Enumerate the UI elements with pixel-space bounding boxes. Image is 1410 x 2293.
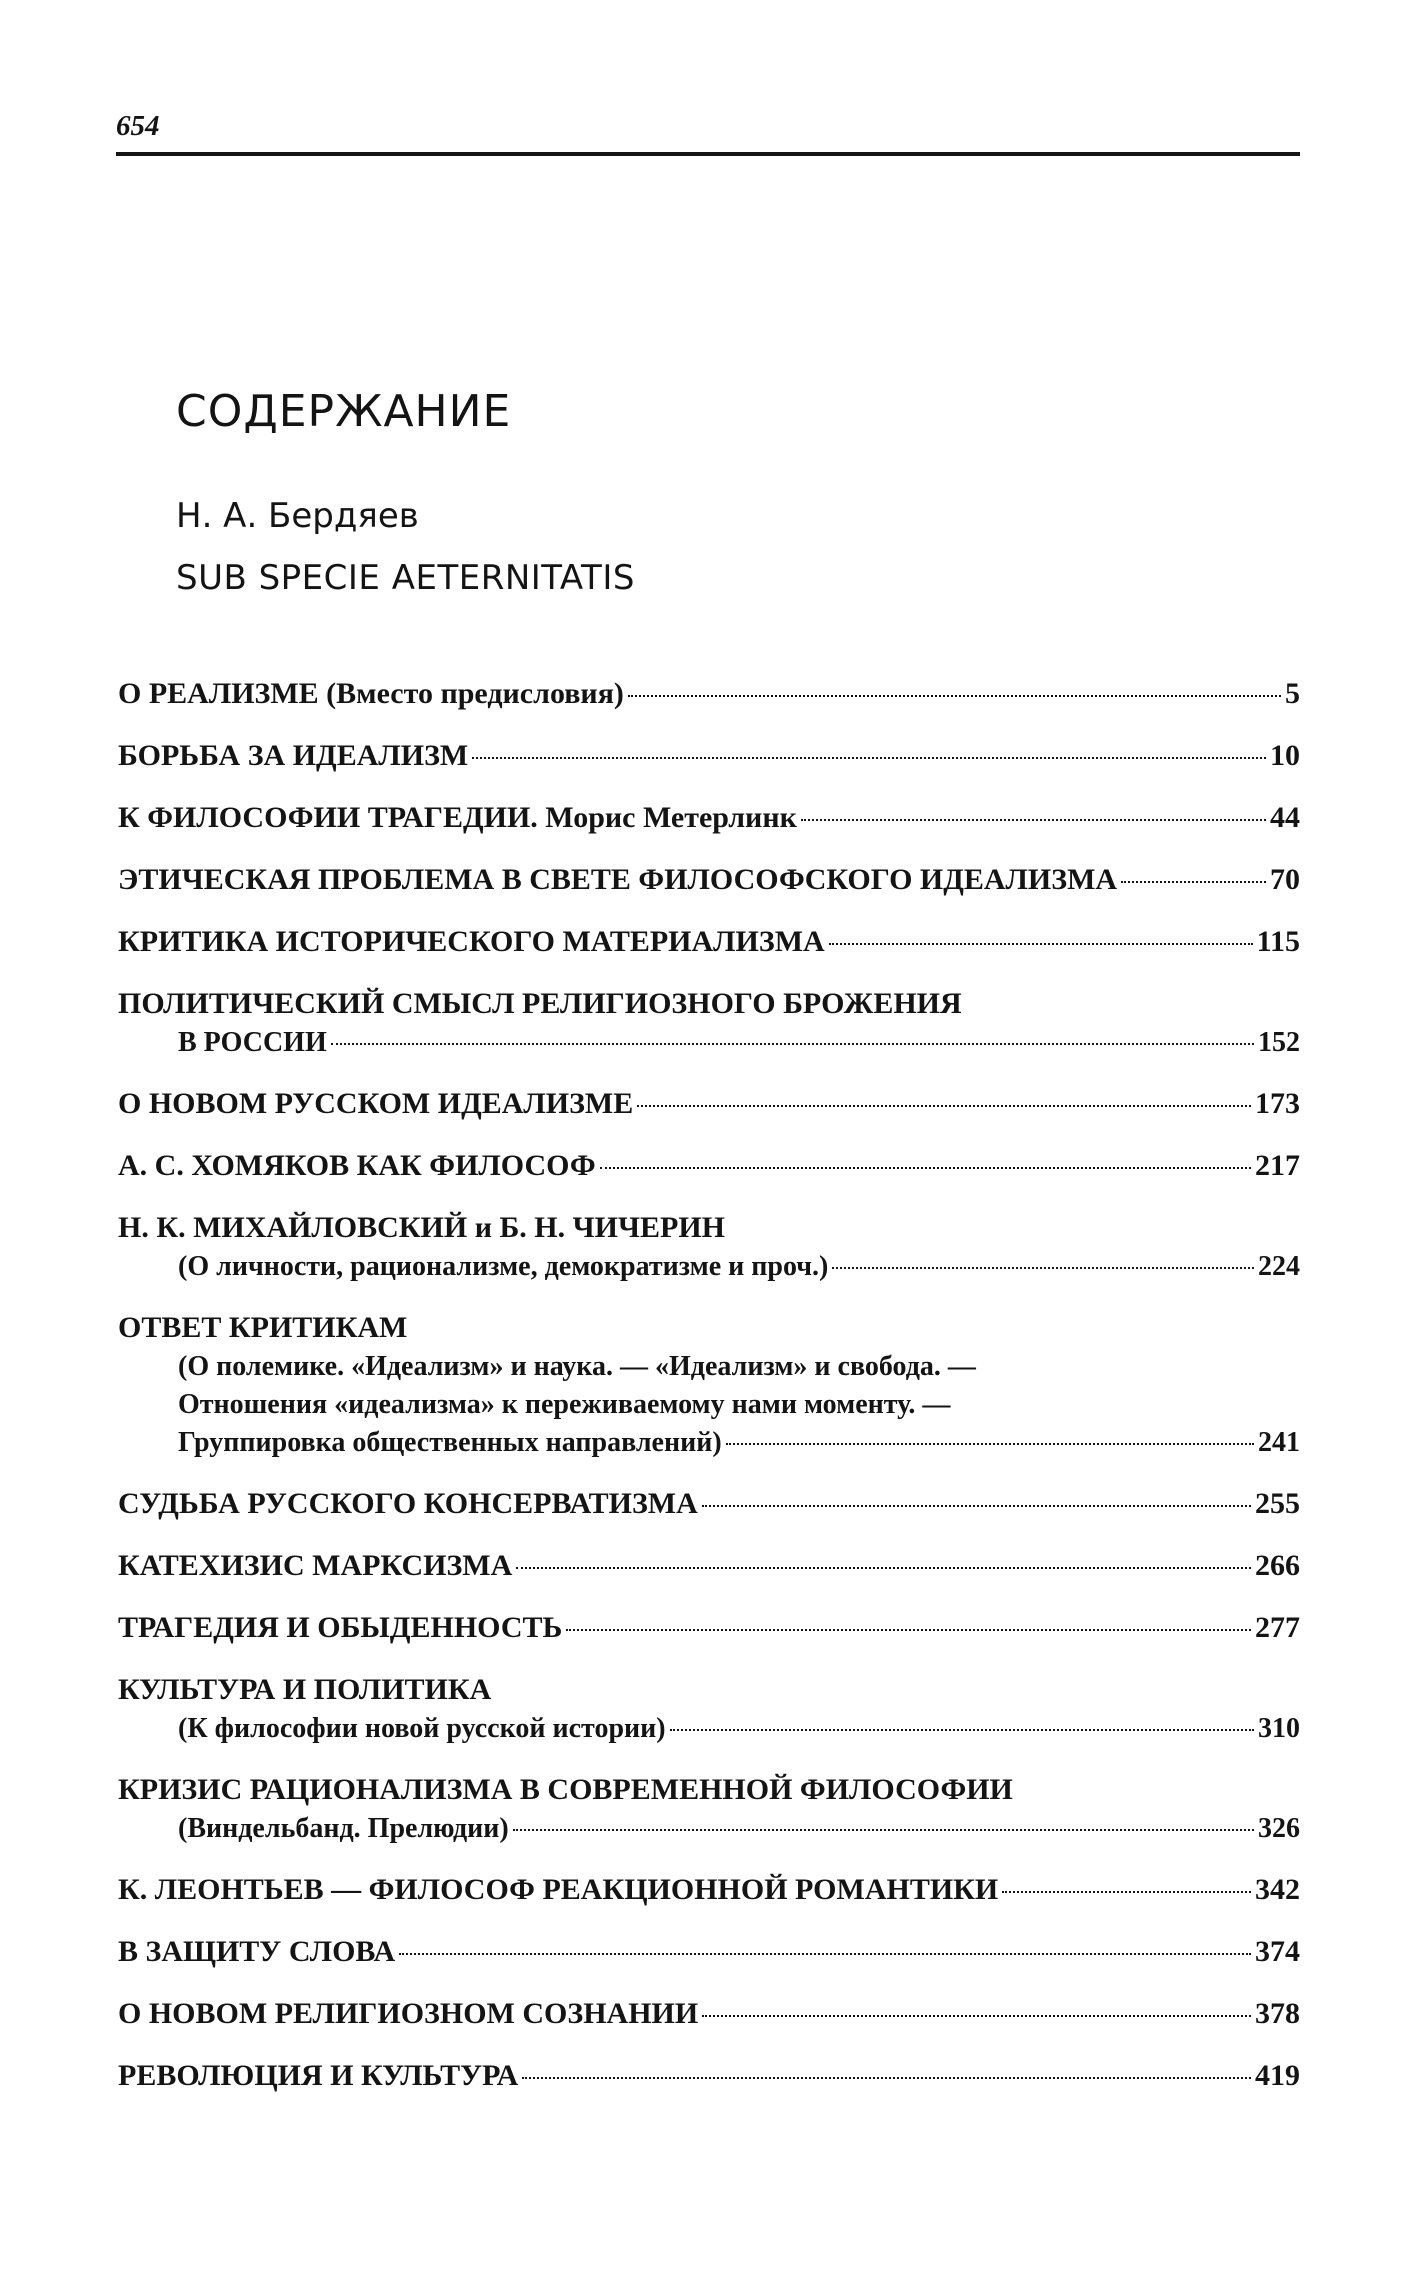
toc-entry <box>118 1546 1300 1586</box>
toc-entry <box>118 674 1300 714</box>
toc-entry <box>118 1084 1300 1124</box>
toc-entry <box>118 1870 1300 1910</box>
page-number: 654 <box>116 110 160 142</box>
toc-entry-title: СУДЬБА РУССКОГО КОНСЕРВАТИЗМА <box>118 1487 698 1520</box>
toc-page-number: 310 <box>1258 1713 1300 1744</box>
dot-leader <box>513 1829 1254 1831</box>
toc-entry-title-line <box>118 1608 1300 1648</box>
toc-page-number: 5 <box>1285 677 1300 710</box>
toc-entry-continuation-line <box>118 1424 1300 1462</box>
toc-entry-continuation-line <box>118 1248 1300 1286</box>
work-title: SUB SPECIE AETERNITATIS <box>176 558 635 598</box>
toc-entry-title: (О полемике. «Идеализм» и наука. — «Идеализм» и свобода. — <box>178 1351 976 1382</box>
toc-entry-title: КРИТИКА ИСТОРИЧЕСКОГО МАТЕРИАЛИЗМА <box>118 925 825 958</box>
dot-leader <box>702 2015 1251 2017</box>
toc-entry <box>118 984 1300 1062</box>
toc-entry-title: О НОВОМ РУССКОМ ИДЕАЛИЗМЕ <box>118 1087 634 1120</box>
toc-entry-title-line <box>118 1994 1300 2034</box>
toc-entry <box>118 1146 1300 1186</box>
dot-leader <box>472 757 1266 759</box>
author-name: Н. А. Бердяев <box>176 496 419 536</box>
toc-entry <box>118 2056 1300 2096</box>
toc-page-number: 342 <box>1255 1873 1300 1906</box>
toc-page-number: 115 <box>1256 925 1300 958</box>
toc-entry <box>118 1608 1300 1648</box>
toc-page-number: 173 <box>1255 1087 1300 1120</box>
toc-entry-continuation-line <box>118 1024 1300 1062</box>
dot-leader <box>832 1267 1254 1269</box>
contents-heading: СОДЕРЖАНИЕ <box>176 386 512 437</box>
toc-entry-title: К. ЛЕОНТЬЕВ — ФИЛОСОФ РЕАКЦИОННОЙ РОМАНТИКИ <box>118 1873 999 1906</box>
dot-leader <box>726 1443 1254 1445</box>
toc-page-number: 10 <box>1270 739 1300 772</box>
dot-leader <box>331 1043 1254 1045</box>
toc-entry <box>118 1308 1300 1462</box>
toc-entry-title: КРИЗИС РАЦИОНАЛИЗМА В СОВРЕМЕННОЙ ФИЛОСОФИИ <box>118 1773 1013 1806</box>
toc-entry <box>118 922 1300 962</box>
toc-entry-title: (Виндельбанд. Прелюдии) <box>178 1813 509 1844</box>
toc-entry-title: ЭТИЧЕСКАЯ ПРОБЛЕМА В СВЕТЕ ФИЛОСОФСКОГО ИДЕАЛИЗМА <box>118 863 1118 896</box>
toc-entry-title: БОРЬБА ЗА ИДЕАЛИЗМ <box>118 739 469 772</box>
toc-entry <box>118 1932 1300 1972</box>
header-rule <box>116 152 1300 156</box>
toc-page-number: 217 <box>1255 1149 1300 1182</box>
toc-entry-title: ТРАГЕДИЯ И ОБЫДЕННОСТЬ <box>118 1611 563 1644</box>
toc-entry-title: Группировка общественных направлений) <box>178 1427 722 1458</box>
toc-page-number: 378 <box>1255 1997 1300 2030</box>
toc-entry-title: КУЛЬТУРА И ПОЛИТИКА <box>118 1673 492 1706</box>
toc-page-number: 374 <box>1255 1935 1300 1968</box>
toc-entry-title-line <box>118 860 1300 900</box>
toc-entry-continuation-line <box>118 1348 1300 1386</box>
toc-page-number: 152 <box>1258 1027 1300 1058</box>
toc-entry-title-line <box>118 1146 1300 1186</box>
toc-entry-title: К ФИЛОСОФИИ ТРАГЕДИИ. Морис Метерлинк <box>118 801 797 834</box>
toc-entry-continuation-line <box>118 1810 1300 1848</box>
toc-entry <box>118 1770 1300 1848</box>
toc-entry-title: (О личности, рационализме, демократизме и проч.) <box>178 1251 829 1282</box>
dot-leader <box>399 1953 1251 1955</box>
dot-leader <box>637 1105 1251 1107</box>
toc-entry-title-line <box>118 736 1300 776</box>
dot-leader <box>600 1167 1251 1169</box>
toc-page-number: 70 <box>1270 863 1300 896</box>
toc-entry-title: Н. К. МИХАЙЛОВСКИЙ и Б. Н. ЧИЧЕРИН <box>118 1211 726 1244</box>
toc-page-number: 277 <box>1255 1611 1300 1644</box>
toc-entry-continuation-line <box>118 1386 1300 1424</box>
toc-entry <box>118 1670 1300 1748</box>
toc-entry-title-line <box>118 1308 1300 1348</box>
toc-page-number: 224 <box>1258 1251 1300 1282</box>
toc-entry-continuation-line <box>118 1710 1300 1748</box>
toc-entry <box>118 798 1300 838</box>
dot-leader <box>801 819 1266 821</box>
toc-entry-title: О НОВОМ РЕЛИГИОЗНОМ СОЗНАНИИ <box>118 1997 699 2030</box>
toc-entry-title: В ЗАЩИТУ СЛОВА <box>118 1935 396 1968</box>
toc-page-number: 44 <box>1270 801 1300 834</box>
toc-entry-title-line <box>118 674 1300 714</box>
toc-entry-title-line <box>118 1208 1300 1248</box>
dot-leader <box>702 1505 1251 1507</box>
toc-page-number: 255 <box>1255 1487 1300 1520</box>
toc-entry-title: ОТВЕТ КРИТИКАМ <box>118 1311 408 1344</box>
toc-entry-title-line <box>118 1484 1300 1524</box>
toc-entry <box>118 1208 1300 1286</box>
dot-leader <box>670 1729 1254 1731</box>
toc-page-number: 266 <box>1255 1549 1300 1582</box>
dot-leader <box>1121 881 1266 883</box>
toc-page-number: 241 <box>1258 1427 1300 1458</box>
toc-entry-title: КАТЕХИЗИС МАРКСИЗМА <box>118 1549 513 1582</box>
toc-page-number: 326 <box>1258 1813 1300 1844</box>
toc-entry-title-line <box>118 1670 1300 1710</box>
dot-leader <box>829 943 1253 945</box>
toc-entry <box>118 1484 1300 1524</box>
dot-leader <box>1002 1891 1251 1893</box>
dot-leader <box>628 695 1281 697</box>
table-of-contents <box>118 674 1300 2118</box>
toc-entry-title-line <box>118 2056 1300 2096</box>
toc-entry-title-line <box>118 1770 1300 1810</box>
toc-entry-title-line <box>118 1932 1300 1972</box>
toc-entry-title: РЕВОЛЮЦИЯ И КУЛЬТУРА <box>118 2059 519 2092</box>
toc-entry-title-line <box>118 798 1300 838</box>
toc-entry-title: ПОЛИТИЧЕСКИЙ СМЫСЛ РЕЛИГИОЗНОГО БРОЖЕНИЯ <box>118 987 962 1020</box>
toc-entry-title: О РЕАЛИЗМЕ (Вместо предисловия) <box>118 677 624 710</box>
toc-entry-title: А. С. ХОМЯКОВ КАК ФИЛОСОФ <box>118 1149 596 1182</box>
toc-entry-title-line <box>118 984 1300 1024</box>
toc-page-number: 419 <box>1255 2059 1300 2092</box>
toc-entry-title-line <box>118 922 1300 962</box>
dot-leader <box>522 2077 1251 2079</box>
toc-entry <box>118 860 1300 900</box>
toc-entry-title: (К философии новой русской истории) <box>178 1713 666 1744</box>
toc-entry <box>118 1994 1300 2034</box>
toc-entry-title-line <box>118 1870 1300 1910</box>
toc-entry-title: Отношения «идеализма» к переживаемому нами моменту. — <box>178 1389 951 1420</box>
toc-entry-title-line <box>118 1084 1300 1124</box>
toc-entry-title-line <box>118 1546 1300 1586</box>
toc-entry <box>118 736 1300 776</box>
dot-leader <box>566 1629 1251 1631</box>
toc-entry-title: В РОССИИ <box>178 1027 327 1058</box>
dot-leader <box>516 1567 1251 1569</box>
